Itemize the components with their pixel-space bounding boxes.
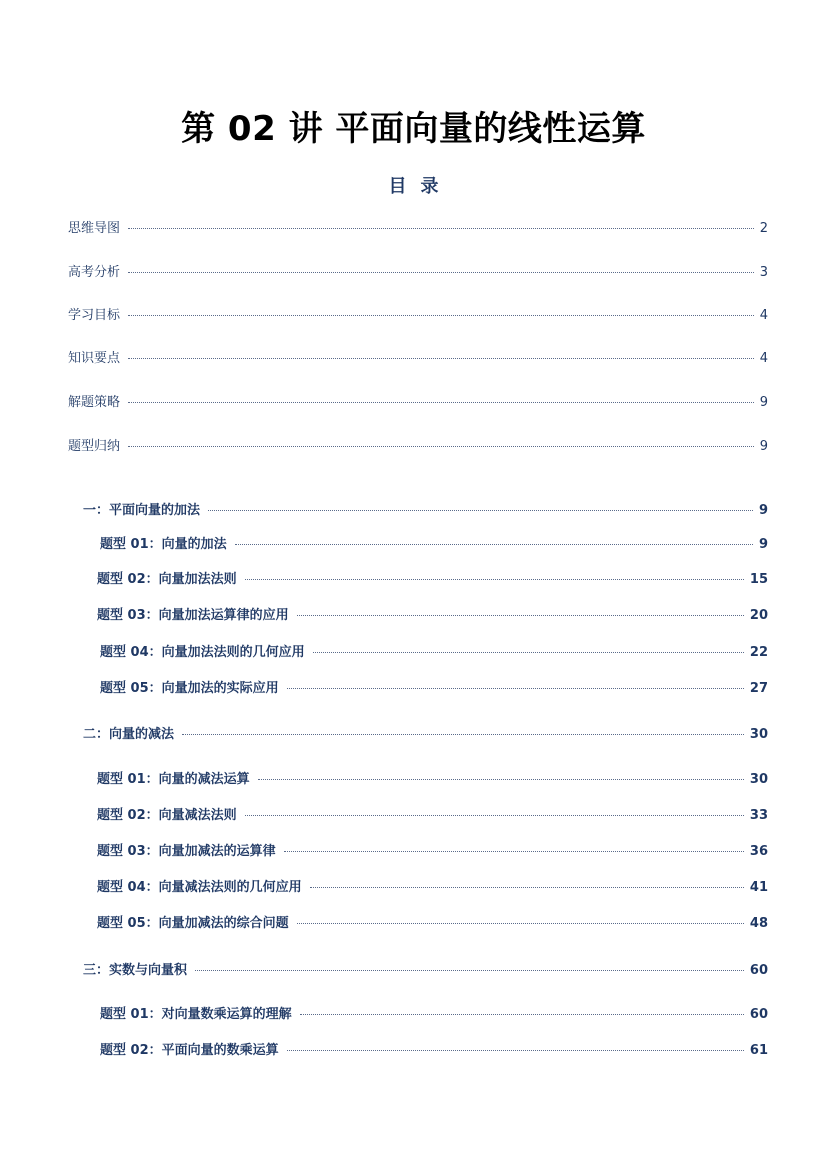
toc-page-number: 36 [749, 844, 768, 859]
toc-subentry-label: 题型 02：向量减法法则 [97, 808, 237, 823]
toc-page-number: 60 [749, 1007, 768, 1022]
toc-subentry[interactable] [97, 571, 768, 589]
toc-section-addition[interactable] [83, 502, 768, 520]
toc-page-number: 30 [749, 727, 768, 742]
toc-subentry[interactable] [97, 771, 768, 789]
toc-subentry[interactable] [100, 680, 768, 698]
toc-section-label: 二：向量的减法 [83, 727, 175, 742]
dot-leader [287, 688, 744, 689]
toc-entry-strategies[interactable] [68, 394, 768, 412]
toc-page-number: 9 [759, 439, 768, 454]
toc-page-number: 2 [759, 221, 768, 236]
toc-page-number: 4 [759, 351, 768, 366]
dot-leader [313, 652, 744, 653]
toc-subentry-label: 题型 04：向量加法法则的几何应用 [100, 645, 305, 660]
dot-leader [310, 887, 744, 888]
dot-leader [297, 923, 744, 924]
dot-leader [128, 228, 754, 229]
dot-leader [128, 446, 754, 447]
toc-entry-label: 学习目标 [68, 308, 121, 323]
toc-entry-label: 解题策略 [68, 395, 121, 410]
toc-page-number: 41 [749, 880, 768, 895]
toc-page-number: 48 [749, 916, 768, 931]
toc-subentry[interactable] [97, 879, 768, 897]
toc-section-subtraction[interactable] [83, 726, 768, 744]
toc-page-number: 30 [749, 772, 768, 787]
toc-page-number: 60 [749, 963, 768, 978]
dot-leader [195, 970, 744, 971]
toc-subentry-label: 题型 01：向量的减法运算 [97, 772, 250, 787]
toc-page-number: 20 [749, 608, 768, 623]
toc-page-number: 27 [749, 681, 768, 696]
toc-subentry-label: 题型 05：向量加减法的综合问题 [97, 916, 289, 931]
toc-section-label: 三：实数与向量积 [83, 963, 188, 978]
toc-entry-label: 知识要点 [68, 351, 121, 366]
toc-subentry-label: 题型 01：对向量数乘运算的理解 [100, 1007, 292, 1022]
toc-subentry[interactable] [100, 1006, 768, 1024]
toc-page-number: 9 [758, 503, 768, 518]
toc-heading: 目录 [388, 176, 453, 197]
toc-page-number: 9 [759, 395, 768, 410]
dot-leader [182, 734, 744, 735]
toc-subentry[interactable] [97, 915, 768, 933]
dot-leader [284, 851, 744, 852]
toc-subentry[interactable] [97, 607, 768, 625]
toc-page-number: 9 [758, 537, 768, 552]
dot-leader [128, 315, 754, 316]
toc-page-number: 22 [749, 645, 768, 660]
toc-subentry[interactable] [97, 807, 768, 825]
toc-subentry-label: 题型 02：向量加法法则 [97, 572, 237, 587]
toc-subentry-label: 题型 03：向量加减法的运算律 [97, 844, 276, 859]
toc-subentry[interactable] [100, 536, 768, 554]
toc-subentry-label: 题型 04：向量减法法则的几何应用 [97, 880, 302, 895]
toc-entry-mind-map[interactable] [68, 220, 768, 238]
toc-entry-label: 题型归纳 [68, 439, 121, 454]
toc-entry-exam-analysis[interactable] [68, 264, 768, 282]
toc-page-number: 3 [759, 265, 768, 280]
dot-leader [128, 402, 754, 403]
dot-leader [245, 815, 744, 816]
dot-leader [258, 779, 744, 780]
toc-section-label: 一：平面向量的加法 [83, 503, 201, 518]
dot-leader [245, 579, 744, 580]
toc-page-number: 15 [749, 572, 768, 587]
toc-subentry-label: 题型 05：向量加法的实际应用 [100, 681, 279, 696]
toc-entry-label: 高考分析 [68, 265, 121, 280]
dot-leader [235, 544, 753, 545]
toc-subentry-label: 题型 02：平面向量的数乘运算 [100, 1043, 279, 1058]
dot-leader [287, 1050, 744, 1051]
toc-subentry[interactable] [100, 1042, 768, 1060]
dot-leader [208, 510, 753, 511]
toc-entry-label: 思维导图 [68, 221, 121, 236]
toc-subentry-label: 题型 01：向量的加法 [100, 537, 227, 552]
dot-leader [300, 1014, 744, 1015]
toc-subentry[interactable] [100, 644, 768, 662]
dot-leader [128, 272, 754, 273]
toc-section-scalar-multiplication[interactable] [83, 962, 768, 980]
toc-entry-question-types[interactable] [68, 438, 768, 456]
dot-leader [297, 615, 744, 616]
toc-subentry-label: 题型 03：向量加法运算律的应用 [97, 608, 289, 623]
toc-page-number: 61 [749, 1043, 768, 1058]
toc-subentry[interactable] [97, 843, 768, 861]
toc-page-number: 33 [749, 808, 768, 823]
dot-leader [128, 358, 754, 359]
toc-entry-learning-goals[interactable] [68, 307, 768, 325]
document-title: 第 02 讲 平面向量的线性运算 [181, 109, 646, 149]
toc-entry-key-points[interactable] [68, 350, 768, 368]
toc-page-number: 4 [759, 308, 768, 323]
